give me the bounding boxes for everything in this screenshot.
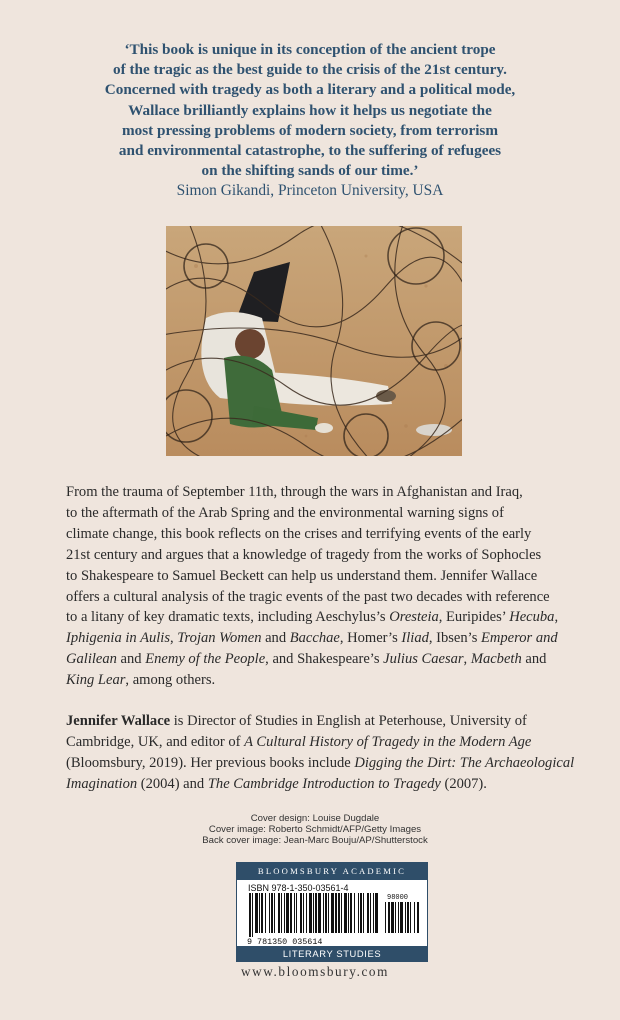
isbn-label: ISBN 978-1-350-03561-4 <box>248 883 349 893</box>
description-line: offers a cultural analysis of the tragic events of the past two decades with reference <box>66 588 550 605</box>
endorsement-quote <box>40 40 580 181</box>
barcode-bar <box>271 893 273 933</box>
paragraph-gap <box>66 691 566 711</box>
author-bio-line: Jennifer Wallace is Director of Studies in English at Peterhouse, University of <box>66 713 527 730</box>
barcode-bar <box>286 893 289 933</box>
barcode-bar <box>323 893 324 933</box>
barcode-bar <box>348 893 349 933</box>
barcode-bar <box>338 893 340 933</box>
author-bio-line: (Bloomsbury, 2019). Her previous books include Digging the Dirt: The Archaeological <box>66 754 575 771</box>
barcode-bar <box>309 893 312 933</box>
description-line: to a litany of key dramatic texts, including Aeschylus’s Oresteia, Euripides’ Hecuba, <box>66 609 559 626</box>
barcode-addon-bar <box>407 902 409 933</box>
barcode-bar <box>281 893 282 933</box>
barcode-bar <box>344 893 347 933</box>
barcode-bar <box>373 893 374 933</box>
description-line: Galilean and Enemy of the People, and Shakespeare’s Julius Caesar, Macbeth and <box>66 651 547 668</box>
barcode-addon-bar <box>385 902 386 933</box>
barcode-bar <box>265 893 266 933</box>
barcode-bar <box>363 893 364 933</box>
description-line: climate change, this book reflects on the crises and terrifying events of the early <box>66 525 532 542</box>
barcode-bar <box>350 893 352 933</box>
quote-line: and environmental catastrophe, to the suffering of refugees <box>118 142 502 160</box>
attribution-affiliation: Princeton University, USA <box>278 182 444 199</box>
barcode-addon-bar <box>405 902 406 933</box>
author-bio-line: Imagination (2004) and The Cambridge Introduction to Tragedy (2007). <box>66 775 487 792</box>
quote-attribution <box>40 182 580 200</box>
barcode-bar <box>360 893 362 933</box>
quote-line: ‘This book is unique in its conception of the ancient trope <box>124 41 496 58</box>
quote-line: Wallace brilliantly explains how it helps us negotiate the <box>128 101 492 119</box>
barcode-bar <box>294 893 295 933</box>
subject-category: LITERARY STUDIES <box>237 946 427 961</box>
barcode-bar <box>261 893 263 933</box>
cover-image-credit: Cover image: Roberto Schmidt/AFP/Getty Images <box>208 824 422 835</box>
barcode-addon-bar <box>414 902 415 933</box>
quote-line: on the shifting sands of our time.’ <box>201 162 419 180</box>
quote-line: of the tragic as the best guide to the crisis of the 21st century. <box>113 61 507 79</box>
barcode-bar <box>325 893 327 933</box>
barcode-addon-bar <box>410 902 411 933</box>
description-line: Iphigenia in Aulis, Trojan Women and Bacchae, Homer’s Iliad, Ibsen’s Emperor and <box>66 630 558 647</box>
barcode-bar <box>341 893 342 933</box>
barcode-bar <box>300 893 302 933</box>
barcode-addon-bar <box>400 902 403 933</box>
cover-design-credit: Cover design: Louise Dugdale <box>250 813 380 824</box>
barcode-bar <box>331 893 334 933</box>
barcode-digits: 9 781350 035614 <box>247 937 323 945</box>
barcode-bar <box>274 893 275 933</box>
barcode-bar <box>290 893 292 933</box>
quote-line: Concerned with tragedy as both a literary and a political mode, <box>104 81 516 99</box>
barcode-bar <box>328 893 329 933</box>
author-bio-line: Cambridge, UK, and editor of A Cultural History of Tragedy in the Modern Age <box>66 733 532 750</box>
barcode-bar <box>370 893 371 933</box>
barcode-bar <box>303 893 304 933</box>
barcode-bar <box>335 893 337 933</box>
barcode-bar <box>255 893 258 933</box>
description-line: to the aftermath of the Arab Spring and the environmental warning signs of <box>66 504 504 521</box>
barcode-bar <box>313 893 314 933</box>
barcode-addon-bar <box>417 902 419 933</box>
barcode-icon <box>245 893 421 945</box>
back-cover-image-credit: Back cover image: Jean-Marc Bouju/AP/Shutterstock <box>202 835 428 846</box>
barcode-bar <box>249 893 251 937</box>
barcode-bar <box>269 893 270 933</box>
description-line: From the trauma of September 11th, through the wars in Afghanistan and Iraq, <box>66 484 523 500</box>
barcode-bar <box>358 893 359 933</box>
cover-photo <box>166 226 462 456</box>
barcode-bar <box>315 893 317 933</box>
barcode-bar <box>278 893 280 933</box>
book-description <box>66 482 575 795</box>
barcode-bar <box>354 893 355 933</box>
image-credits <box>190 813 440 846</box>
author-name: Jennifer Wallace <box>66 713 171 730</box>
barcode-bar <box>284 893 285 933</box>
description-line: to Shakespeare to Samuel Beckett can help us understand them. Jennifer Wallace <box>66 567 538 584</box>
publisher-band: BLOOMSBURY ACADEMIC <box>237 863 427 880</box>
barcode-bar <box>296 893 297 933</box>
description-line: King Lear, among others. <box>66 672 216 689</box>
barcode-panel <box>236 862 428 962</box>
description-line: 21st century and argues that a knowledge of tragedy from the works of Sophocles <box>66 546 542 563</box>
barcode-bar <box>252 893 253 937</box>
barcode-bar <box>318 893 321 933</box>
attribution-name: Simon Gikandi, <box>176 182 275 199</box>
barcode-bar <box>375 893 378 933</box>
quote-line: most pressing problems of modern society, from terrorism <box>122 121 498 139</box>
publisher-website[interactable]: www.bloomsbury.com <box>241 964 389 979</box>
barcode-bar <box>367 893 369 933</box>
barcode-addon-bar <box>388 902 390 933</box>
photo-illustration <box>166 226 462 456</box>
barcode-addon-bar <box>391 902 394 933</box>
barcode-addon: 98000 <box>387 894 409 902</box>
barcode-addon-bar <box>398 902 399 933</box>
barcode-bar <box>306 893 307 933</box>
barcode-bar <box>259 893 260 933</box>
barcode-addon-bar <box>395 902 396 933</box>
